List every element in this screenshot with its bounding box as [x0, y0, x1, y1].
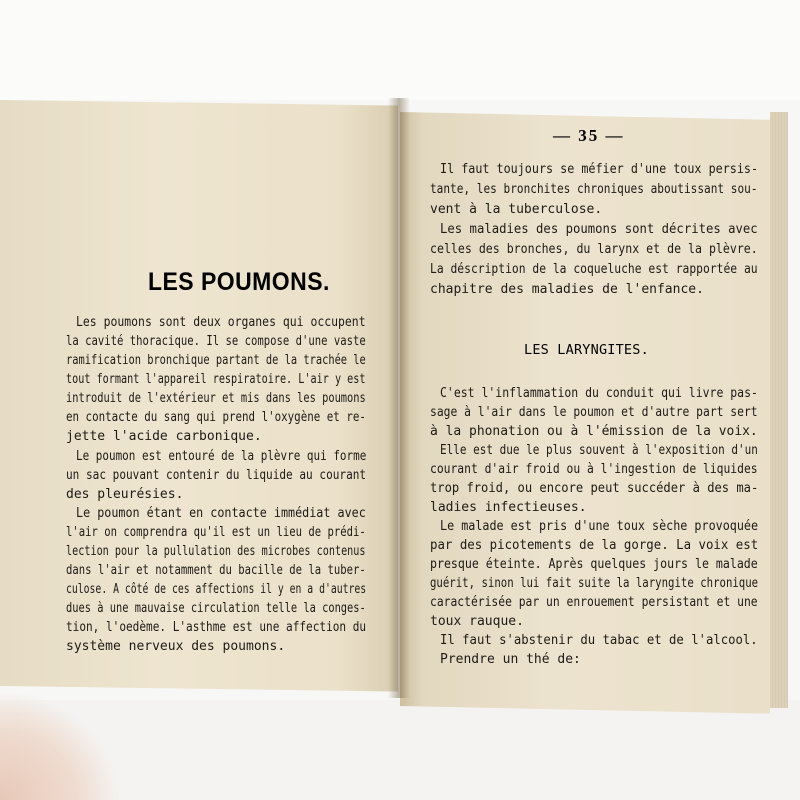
- backdrop-table: [0, 700, 800, 800]
- left-body-line: Les poumons sont deux organes qui occupent: [76, 315, 366, 330]
- left-body-line: un sac pouvant contenir du liquide au courant: [66, 468, 367, 483]
- left-body-line: dues à une mauvaise circulation telle la conges-: [66, 601, 366, 616]
- left-body-line: la cavité thoracique. Il se compose d'une vaste: [66, 334, 366, 349]
- page-number: — 35 —: [553, 126, 625, 145]
- right-body-line: presque éteinte. Après quelques jours le malade: [430, 557, 758, 572]
- right-body-line: tante, les bronchites chroniques aboutissant sou-: [430, 182, 758, 197]
- left-body-line: système nerveux des poumons.: [66, 639, 286, 654]
- left-body-line: culose. A côté de ces affections il y en a d'autres: [66, 582, 367, 597]
- right-body-line: Il faut toujours se méfier d'une toux persis-: [440, 162, 759, 177]
- chapter-title-poumons: LES POUMONS.: [148, 268, 330, 296]
- left-body-line: Le poumon étant en contacte immédiat avec: [76, 506, 366, 521]
- right-body-line: Le malade est pris d'une toux sèche provoquée: [440, 519, 759, 534]
- right-body-line: celles des bronches, du larynx et de la plèvre.: [430, 242, 758, 257]
- left-body-line: lection pour la pullulation des microbes contenus: [66, 544, 366, 559]
- right-body-line: sage à l'air dans le poumon et d'autre part sert: [430, 405, 758, 420]
- left-body-line: tion, l'oedème. L'asthme est une affection du: [66, 620, 367, 635]
- left-body-line: jette l'acide carbonique.: [66, 429, 262, 444]
- left-body-line: introduit de l'extérieur et mis dans les poumons: [66, 391, 366, 406]
- section-heading-laryngites: LES LARYNGITES.: [524, 342, 649, 358]
- right-body-line: Prendre un thé de:: [440, 652, 581, 667]
- right-body-line: La déscription de la coqueluche est rapportée au: [430, 262, 758, 277]
- backdrop: [0, 0, 800, 100]
- thumb-holding-book: [0, 690, 120, 800]
- left-body-line: ramification bronchique partant de la trachée le: [66, 353, 366, 368]
- right-body-line: trop froid, ou encore peut succéder à des ma-: [430, 481, 759, 496]
- right-body-line: Il faut s'abstenir du tabac et de l'alcool.: [440, 633, 758, 648]
- page-stack-edge: [770, 112, 788, 708]
- right-body-line: à la phonation ou à l'émission de la voix.: [430, 424, 758, 439]
- right-body-line: vent à la tuberculose.: [430, 202, 603, 217]
- right-body-line: toux rauque.: [430, 614, 524, 629]
- left-body-line: en contacte du sang qui prend l'oxygène et re-: [66, 410, 366, 425]
- left-body-line: tout formant l'appareil respiratoire. L'air y est: [66, 372, 366, 387]
- left-body-line: Le poumon est entouré de la plèvre qui forme: [76, 449, 367, 464]
- right-body-line: Elle est due le plus souvent à l'exposition d'un: [440, 443, 758, 458]
- right-body-line: chapitre des maladies de l'enfance.: [430, 282, 704, 297]
- right-body-line: par des picotements de la gorge. La voix est: [430, 538, 759, 553]
- right-body-line: courant d'air froid ou à l'ingestion de liquides: [430, 462, 758, 477]
- left-body-line: dans l'air et notamment du bacille de la tuber-: [66, 563, 366, 578]
- right-body-line: ladies infectieuses.: [430, 500, 587, 515]
- left-body-line: des pleurésies.: [66, 487, 184, 502]
- right-body-line: C'est l'inflammation du conduit qui livre pas-: [440, 386, 758, 401]
- left-body-line: l'air on comprendra qu'il est un lieu de prédi-: [66, 525, 366, 540]
- right-body-line: guérit, sinon lui fait suite la laryngite chronique: [430, 576, 759, 591]
- right-body-line: caractérisée par un enrouement persistant et une: [430, 595, 758, 610]
- book-gutter: [388, 98, 410, 698]
- right-body-line: Les maladies des poumons sont décrites avec: [440, 222, 758, 237]
